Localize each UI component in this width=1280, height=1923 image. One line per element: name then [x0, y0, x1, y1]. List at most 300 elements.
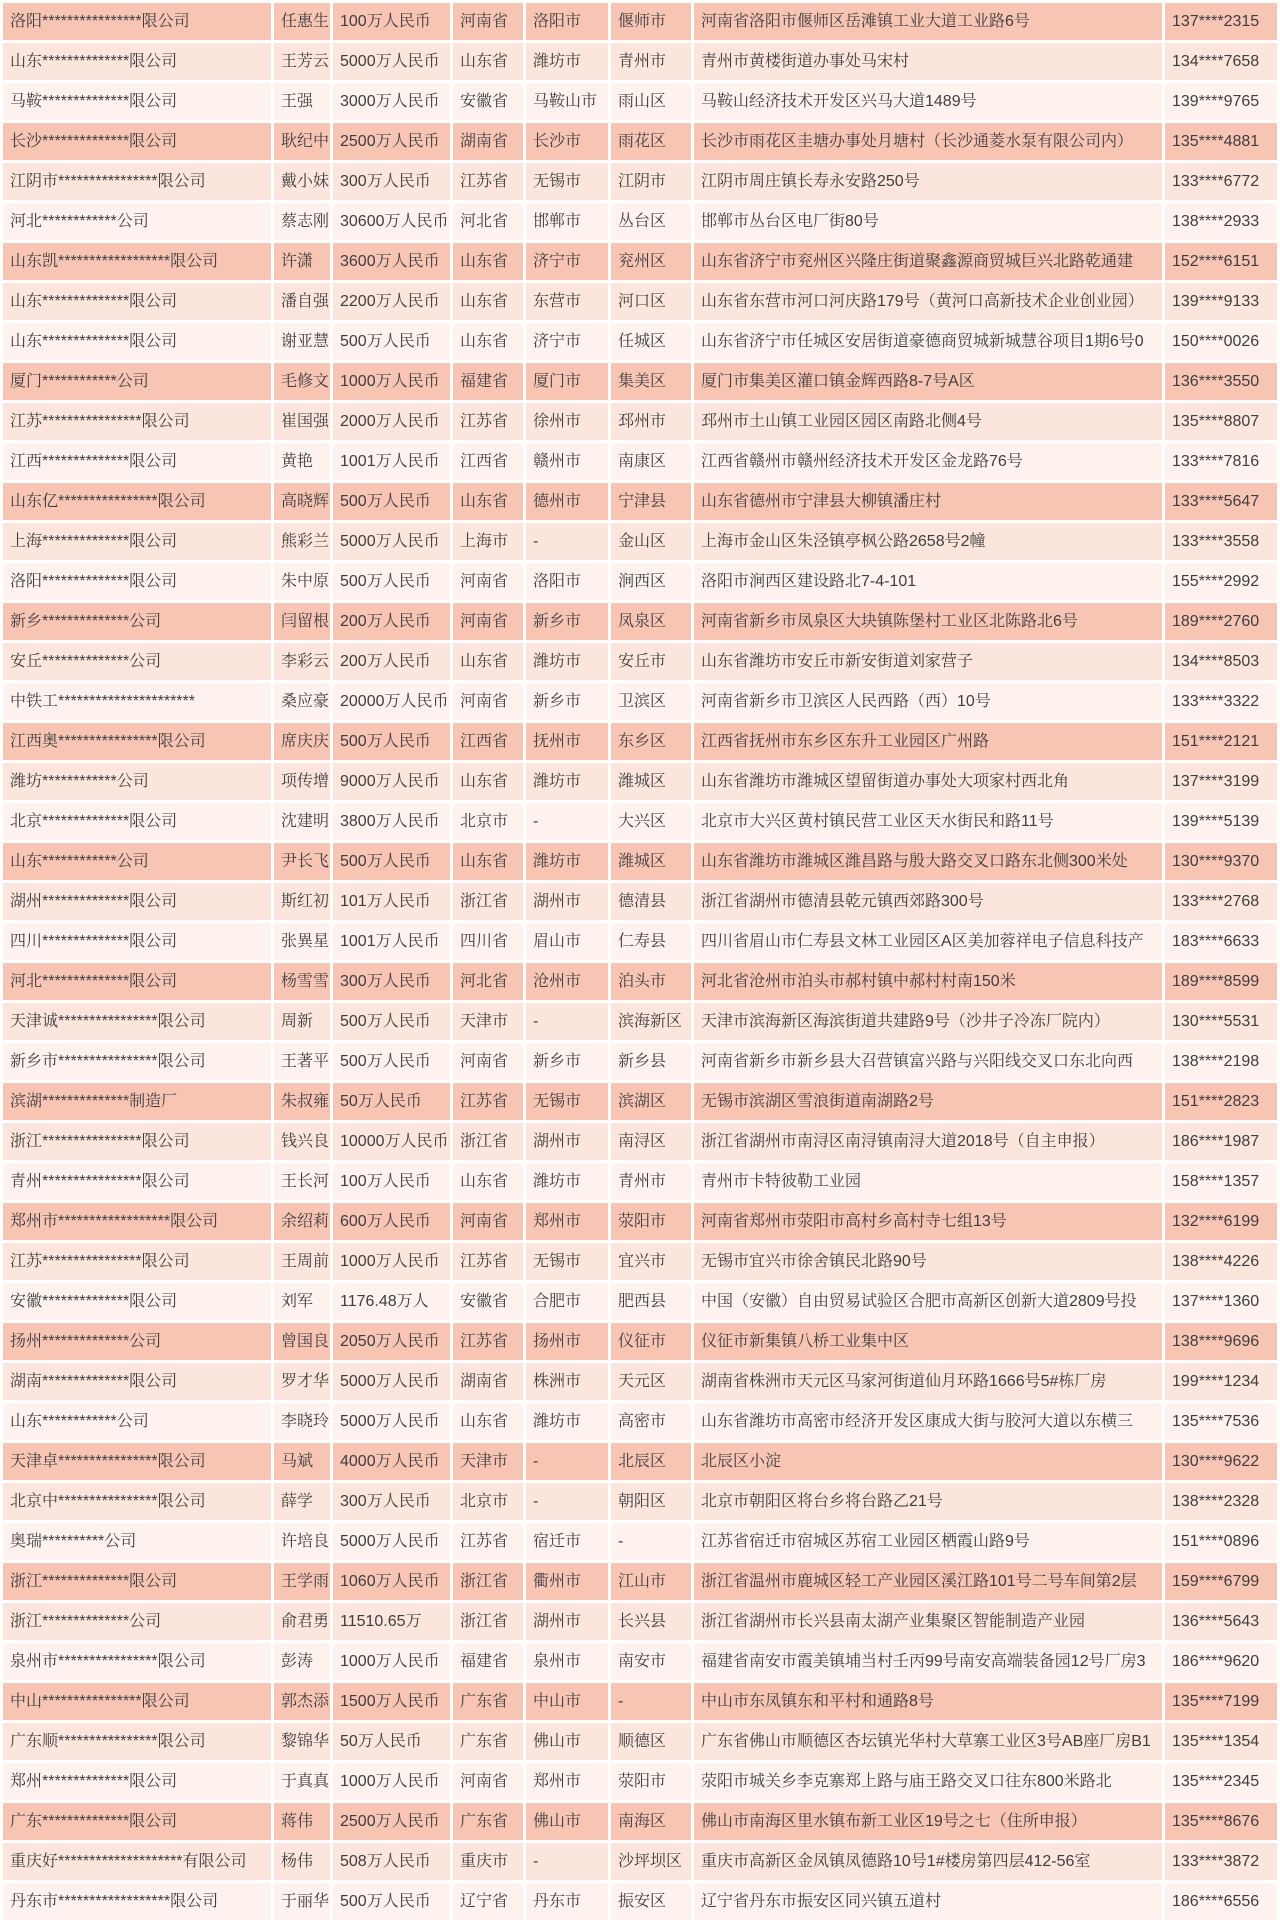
cell-capital: 100万人民币 [333, 1163, 450, 1200]
cell-address: 广东省佛山市顺德区杏坛镇光华村大草寨工业区3号AB座厂房B1 [694, 1723, 1162, 1760]
table-row [3, 1363, 1277, 1400]
cell-capital: 50万人民币 [333, 1083, 450, 1120]
cell-phone: 186****6556 [1165, 1883, 1277, 1920]
cell-phone: 133****3558 [1165, 523, 1277, 560]
cell-province: 辽宁省 [453, 1883, 523, 1920]
cell-capital: 500万人民币 [333, 1043, 450, 1080]
cell-capital: 500万人民币 [333, 1003, 450, 1040]
cell-district: 南安市 [611, 1643, 691, 1680]
cell-city: 洛阳市 [526, 563, 608, 600]
cell-province: 福建省 [453, 1643, 523, 1680]
cell-city: 德州市 [526, 483, 608, 520]
table-row [3, 843, 1277, 880]
cell-province: 山东省 [453, 483, 523, 520]
cell-address: 无锡市滨湖区雪浪街道南湖路2号 [694, 1083, 1162, 1120]
table-row [3, 763, 1277, 800]
table-row [3, 563, 1277, 600]
table-body [3, 3, 1277, 1920]
cell-company: 山东**************限公司 [3, 283, 271, 320]
cell-legal-rep: 谢亚慧 [274, 323, 330, 360]
table-row [3, 243, 1277, 280]
cell-capital: 500万人民币 [333, 563, 450, 600]
cell-phone: 138****2933 [1165, 203, 1277, 240]
cell-company: 浙江**************限公司 [3, 1563, 271, 1600]
cell-phone: 137****3199 [1165, 763, 1277, 800]
cell-phone: 135****8807 [1165, 403, 1277, 440]
cell-address: 山东省潍坊市高密市经济开发区康成大街与胶河大道以东横三 [694, 1403, 1162, 1440]
cell-company: 北京**************限公司 [3, 803, 271, 840]
cell-legal-rep: 崔国强 [274, 403, 330, 440]
cell-phone: 134****8503 [1165, 643, 1277, 680]
cell-legal-rep: 张異星 [274, 923, 330, 960]
table-row [3, 1003, 1277, 1040]
cell-phone: 186****9620 [1165, 1643, 1277, 1680]
cell-legal-rep: 毛修文 [274, 363, 330, 400]
cell-phone: 155****2992 [1165, 563, 1277, 600]
cell-capital: 5000万人民币 [333, 1403, 450, 1440]
cell-address: 重庆市高新区金凤镇凤德路10号1#楼房第四层412-56室 [694, 1843, 1162, 1880]
cell-company: 湖州**************限公司 [3, 883, 271, 920]
cell-legal-rep: 余绍莉 [274, 1203, 330, 1240]
cell-address: 北京市朝阳区将台乡将台路乙21号 [694, 1483, 1162, 1520]
cell-district: - [611, 1683, 691, 1720]
cell-phone: 138****2328 [1165, 1483, 1277, 1520]
cell-capital: 300万人民币 [333, 1483, 450, 1520]
cell-phone: 137****2315 [1165, 3, 1277, 40]
cell-province: 天津市 [453, 1443, 523, 1480]
table-row [3, 643, 1277, 680]
cell-district: 荥阳市 [611, 1763, 691, 1800]
cell-address: 山东省济宁市兖州区兴隆庄街道聚鑫源商贸城巨兴北路乾通建 [694, 243, 1162, 280]
cell-city: 潍坊市 [526, 843, 608, 880]
cell-phone: 135****7536 [1165, 1403, 1277, 1440]
cell-capital: 508万人民币 [333, 1843, 450, 1880]
cell-company: 青州****************限公司 [3, 1163, 271, 1200]
cell-legal-rep: 曾国良 [274, 1323, 330, 1360]
cell-legal-rep: 黎锦华 [274, 1723, 330, 1760]
cell-capital: 2200万人民币 [333, 283, 450, 320]
cell-city: 郑州市 [526, 1763, 608, 1800]
cell-city: 宿迁市 [526, 1523, 608, 1560]
cell-capital: 1176.48万人 [333, 1283, 450, 1320]
table-row [3, 1603, 1277, 1640]
cell-city: 沧州市 [526, 963, 608, 1000]
cell-legal-rep: 斯红初 [274, 883, 330, 920]
cell-legal-rep: 沈建明 [274, 803, 330, 840]
cell-province: 湖南省 [453, 1363, 523, 1400]
cell-address: 中国（安徽）自由贸易试验区合肥市高新区创新大道2809号投 [694, 1283, 1162, 1320]
cell-address: 福建省南安市霞美镇埔当村壬丙99号南安高端装备园12号厂房3 [694, 1643, 1162, 1680]
cell-district: 潍城区 [611, 843, 691, 880]
table-row [3, 1443, 1277, 1480]
cell-company: 浙江**************公司 [3, 1603, 271, 1640]
cell-address: 山东省济宁市任城区安居街道豪德商贸城新城慧谷项目1期6号0 [694, 323, 1162, 360]
cell-city: 合肥市 [526, 1283, 608, 1320]
cell-province: 江苏省 [453, 1243, 523, 1280]
cell-address: 河南省郑州市荥阳市高村乡高村寺七组13号 [694, 1203, 1162, 1240]
cell-city: 眉山市 [526, 923, 608, 960]
table-row [3, 123, 1277, 160]
table-row [3, 163, 1277, 200]
cell-city: 湖州市 [526, 1123, 608, 1160]
cell-legal-rep: 于真真 [274, 1763, 330, 1800]
table-row [3, 363, 1277, 400]
cell-capital: 1500万人民币 [333, 1683, 450, 1720]
cell-legal-rep: 薛学 [274, 1483, 330, 1520]
cell-capital: 3000万人民币 [333, 83, 450, 120]
cell-capital: 4000万人民币 [333, 1443, 450, 1480]
cell-address: 仪征市新集镇八桥工业集中区 [694, 1323, 1162, 1360]
cell-city: 新乡市 [526, 683, 608, 720]
cell-address: 上海市金山区朱泾镇亭枫公路2658号2幢 [694, 523, 1162, 560]
cell-company: 北京中****************限公司 [3, 1483, 271, 1520]
cell-district: 潍城区 [611, 763, 691, 800]
cell-address: 湖南省株洲市天元区马家河街道仙月环路1666号5#栋厂房 [694, 1363, 1162, 1400]
cell-city: 佛山市 [526, 1803, 608, 1840]
cell-company: 天津卓****************限公司 [3, 1443, 271, 1480]
cell-phone: 135****2345 [1165, 1763, 1277, 1800]
cell-city: 厦门市 [526, 363, 608, 400]
cell-district: 卫滨区 [611, 683, 691, 720]
table-row [3, 1283, 1277, 1320]
cell-city: 泉州市 [526, 1643, 608, 1680]
cell-address: 邳州市土山镇工业园区园区南路北侧4号 [694, 403, 1162, 440]
cell-phone: 133****3872 [1165, 1843, 1277, 1880]
cell-capital: 500万人民币 [333, 723, 450, 760]
cell-address: 浙江省温州市鹿城区轻工产业园区溪江路101号二号车间第2层 [694, 1563, 1162, 1600]
cell-province: 河南省 [453, 1043, 523, 1080]
cell-district: 长兴县 [611, 1603, 691, 1640]
cell-city: - [526, 1443, 608, 1480]
cell-province: 安徽省 [453, 83, 523, 120]
cell-address: 青州市卡特彼勒工业园 [694, 1163, 1162, 1200]
cell-city: - [526, 803, 608, 840]
cell-capital: 500万人民币 [333, 843, 450, 880]
cell-province: 福建省 [453, 363, 523, 400]
cell-city: 中山市 [526, 1683, 608, 1720]
cell-capital: 5000万人民币 [333, 1523, 450, 1560]
cell-capital: 2500万人民币 [333, 1803, 450, 1840]
cell-legal-rep: 于丽华 [274, 1883, 330, 1920]
cell-address: 辽宁省丹东市振安区同兴镇五道村 [694, 1883, 1162, 1920]
cell-capital: 3600万人民币 [333, 243, 450, 280]
cell-district: 南海区 [611, 1803, 691, 1840]
cell-legal-rep: 熊彩兰 [274, 523, 330, 560]
cell-district: 顺德区 [611, 1723, 691, 1760]
table-row [3, 1403, 1277, 1440]
cell-capital: 9000万人民币 [333, 763, 450, 800]
cell-phone: 139****9765 [1165, 83, 1277, 120]
cell-phone: 135****1354 [1165, 1723, 1277, 1760]
table-row [3, 1843, 1277, 1880]
cell-phone: 135****4881 [1165, 123, 1277, 160]
cell-province: 江苏省 [453, 1083, 523, 1120]
cell-company: 新乡市****************限公司 [3, 1043, 271, 1080]
cell-district: 北辰区 [611, 1443, 691, 1480]
table-row [3, 963, 1277, 1000]
table-row [3, 1163, 1277, 1200]
cell-phone: 152****6151 [1165, 243, 1277, 280]
cell-phone: 158****1357 [1165, 1163, 1277, 1200]
cell-district: 仁寿县 [611, 923, 691, 960]
cell-capital: 100万人民币 [333, 3, 450, 40]
cell-company: 郑州市******************限公司 [3, 1203, 271, 1240]
cell-company: 江阴市****************限公司 [3, 163, 271, 200]
cell-phone: 137****1360 [1165, 1283, 1277, 1320]
cell-address: 佛山市南海区里水镇布新工业区19号之七（住所申报） [694, 1803, 1162, 1840]
cell-province: 广东省 [453, 1723, 523, 1760]
cell-address: 厦门市集美区灌口镇金辉西路8-7号A区 [694, 363, 1162, 400]
cell-capital: 20000万人民币 [333, 683, 450, 720]
cell-company: 马鞍**************限公司 [3, 83, 271, 120]
cell-province: 江苏省 [453, 163, 523, 200]
cell-address: 荥阳市城关乡李克寨郑上路与庙王路交叉口往东800米路北 [694, 1763, 1162, 1800]
cell-company: 中铁工********************** [3, 683, 271, 720]
cell-province: 河北省 [453, 203, 523, 240]
table-row [3, 1203, 1277, 1240]
cell-province: 江苏省 [453, 403, 523, 440]
cell-phone: 138****4226 [1165, 1243, 1277, 1280]
cell-company: 江苏****************限公司 [3, 1243, 271, 1280]
cell-phone: 139****9133 [1165, 283, 1277, 320]
cell-phone: 189****2760 [1165, 603, 1277, 640]
cell-province: 山东省 [453, 1403, 523, 1440]
cell-province: 江苏省 [453, 1523, 523, 1560]
cell-district: 新乡县 [611, 1043, 691, 1080]
cell-city: 无锡市 [526, 163, 608, 200]
cell-capital: 1000万人民币 [333, 1243, 450, 1280]
cell-phone: 151****2121 [1165, 723, 1277, 760]
cell-phone: 189****8599 [1165, 963, 1277, 1000]
cell-city: 抚州市 [526, 723, 608, 760]
cell-capital: 2000万人民币 [333, 403, 450, 440]
cell-address: 中山市东凤镇东和平村和通路8号 [694, 1683, 1162, 1720]
table-row [3, 883, 1277, 920]
cell-legal-rep: 马斌 [274, 1443, 330, 1480]
cell-district: 江阴市 [611, 163, 691, 200]
cell-province: 江西省 [453, 443, 523, 480]
cell-company: 洛阳**************限公司 [3, 563, 271, 600]
cell-legal-rep: 尹长飞 [274, 843, 330, 880]
cell-legal-rep: 王周前 [274, 1243, 330, 1280]
cell-capital: 5000万人民币 [333, 1363, 450, 1400]
cell-address: 马鞍山经济技术开发区兴马大道1489号 [694, 83, 1162, 120]
cell-legal-rep: 蒋伟 [274, 1803, 330, 1840]
cell-legal-rep: 桑应豪 [274, 683, 330, 720]
cell-company: 天津诚****************限公司 [3, 1003, 271, 1040]
cell-district: 泊头市 [611, 963, 691, 1000]
table-row [3, 1683, 1277, 1720]
table-row [3, 403, 1277, 440]
cell-capital: 5000万人民币 [333, 43, 450, 80]
table-row [3, 1523, 1277, 1560]
cell-district: 金山区 [611, 523, 691, 560]
cell-address: 山东省德州市宁津县大柳镇潘庄村 [694, 483, 1162, 520]
cell-capital: 5000万人民币 [333, 523, 450, 560]
cell-phone: 135****7199 [1165, 1683, 1277, 1720]
cell-province: 四川省 [453, 923, 523, 960]
cell-company: 新乡**************公司 [3, 603, 271, 640]
cell-address: 四川省眉山市仁寿县文林工业园区A区美加蓉祥电子信息科技产 [694, 923, 1162, 960]
cell-province: 江西省 [453, 723, 523, 760]
cell-phone: 135****8676 [1165, 1803, 1277, 1840]
cell-company: 广东顺****************限公司 [3, 1723, 271, 1760]
table-row [3, 43, 1277, 80]
cell-capital: 200万人民币 [333, 643, 450, 680]
cell-address: 山东省潍坊市潍城区潍昌路与殷大路交叉口路东北侧300米处 [694, 843, 1162, 880]
cell-district: 大兴区 [611, 803, 691, 840]
cell-province: 山东省 [453, 1163, 523, 1200]
cell-city: - [526, 1843, 608, 1880]
table-row [3, 723, 1277, 760]
cell-capital: 1060万人民币 [333, 1563, 450, 1600]
cell-address: 浙江省湖州市南浔区南浔镇南浔大道2018号（自主申报） [694, 1123, 1162, 1160]
cell-company: 山东**************限公司 [3, 323, 271, 360]
cell-capital: 600万人民币 [333, 1203, 450, 1240]
cell-province: 浙江省 [453, 1603, 523, 1640]
cell-legal-rep: 郭杰添 [274, 1683, 330, 1720]
cell-city: - [526, 1483, 608, 1520]
table-row [3, 1243, 1277, 1280]
cell-city: 济宁市 [526, 323, 608, 360]
cell-legal-rep: 任惠生 [274, 3, 330, 40]
table-row [3, 1763, 1277, 1800]
cell-province: 河南省 [453, 603, 523, 640]
cell-capital: 200万人民币 [333, 603, 450, 640]
cell-company: 河北************公司 [3, 203, 271, 240]
cell-company: 山东凯******************限公司 [3, 243, 271, 280]
cell-province: 浙江省 [453, 1563, 523, 1600]
cell-city: 洛阳市 [526, 3, 608, 40]
cell-province: 重庆市 [453, 1843, 523, 1880]
cell-city: 株洲市 [526, 1363, 608, 1400]
cell-district: 沙坪坝区 [611, 1843, 691, 1880]
cell-capital: 500万人民币 [333, 323, 450, 360]
cell-phone: 134****7658 [1165, 43, 1277, 80]
cell-province: 山东省 [453, 243, 523, 280]
cell-legal-rep: 彭涛 [274, 1643, 330, 1680]
cell-province: 山东省 [453, 643, 523, 680]
cell-province: 北京市 [453, 1483, 523, 1520]
cell-address: 浙江省湖州市德清县乾元镇西郊路300号 [694, 883, 1162, 920]
table-row [3, 1643, 1277, 1680]
cell-company: 湖南**************限公司 [3, 1363, 271, 1400]
cell-company: 长沙**************限公司 [3, 123, 271, 160]
table-row [3, 1563, 1277, 1600]
cell-capital: 50万人民币 [333, 1723, 450, 1760]
cell-district: 青州市 [611, 1163, 691, 1200]
table-row [3, 923, 1277, 960]
cell-company: 江西奥****************限公司 [3, 723, 271, 760]
cell-legal-rep: 周新 [274, 1003, 330, 1040]
table-row [3, 1883, 1277, 1920]
cell-province: 湖南省 [453, 123, 523, 160]
cell-capital: 3800万人民币 [333, 803, 450, 840]
cell-address: 洛阳市涧西区建设路北7-4-101 [694, 563, 1162, 600]
table-row [3, 1803, 1277, 1840]
cell-district: 朝阳区 [611, 1483, 691, 1520]
table-row [3, 1083, 1277, 1120]
cell-company: 山东亿****************限公司 [3, 483, 271, 520]
cell-province: 山东省 [453, 283, 523, 320]
cell-legal-rep: 王著平 [274, 1043, 330, 1080]
cell-company: 广东**************限公司 [3, 1803, 271, 1840]
cell-legal-rep: 罗才华 [274, 1363, 330, 1400]
table-row [3, 1043, 1277, 1080]
cell-phone: 151****0896 [1165, 1523, 1277, 1560]
table-row [3, 1483, 1277, 1520]
cell-company: 丹东市******************限公司 [3, 1883, 271, 1920]
cell-phone: 139****5139 [1165, 803, 1277, 840]
cell-company: 浙江****************限公司 [3, 1123, 271, 1160]
cell-legal-rep: 席庆庆 [274, 723, 330, 760]
cell-company: 山东************公司 [3, 843, 271, 880]
cell-province: 河南省 [453, 563, 523, 600]
cell-province: 广东省 [453, 1683, 523, 1720]
cell-company: 潍坊************公司 [3, 763, 271, 800]
cell-address: 山东省潍坊市安丘市新安街道刘家营子 [694, 643, 1162, 680]
cell-phone: 150****0026 [1165, 323, 1277, 360]
cell-province: 山东省 [453, 763, 523, 800]
cell-legal-rep: 黄艳 [274, 443, 330, 480]
cell-province: 山东省 [453, 323, 523, 360]
table-row [3, 443, 1277, 480]
table-row [3, 283, 1277, 320]
cell-province: 天津市 [453, 1003, 523, 1040]
cell-district: 肥西县 [611, 1283, 691, 1320]
cell-province: 河南省 [453, 1763, 523, 1800]
cell-capital: 300万人民币 [333, 163, 450, 200]
cell-legal-rep: 闫留根 [274, 603, 330, 640]
cell-address: 青州市黄楼街道办事处马宋村 [694, 43, 1162, 80]
cell-legal-rep: 高晓辉 [274, 483, 330, 520]
cell-city: 潍坊市 [526, 1163, 608, 1200]
cell-district: 河口区 [611, 283, 691, 320]
cell-phone: 186****1987 [1165, 1123, 1277, 1160]
cell-district: 德清县 [611, 883, 691, 920]
cell-legal-rep: 王学雨 [274, 1563, 330, 1600]
cell-city: 东营市 [526, 283, 608, 320]
cell-province: 上海市 [453, 523, 523, 560]
cell-district: 宜兴市 [611, 1243, 691, 1280]
table-row [3, 83, 1277, 120]
cell-city: 新乡市 [526, 603, 608, 640]
cell-province: 山东省 [453, 843, 523, 880]
cell-legal-rep: 戴小妹 [274, 163, 330, 200]
cell-company: 河北**************限公司 [3, 963, 271, 1000]
cell-city: 湖州市 [526, 883, 608, 920]
cell-address: 邯郸市丛台区电厂街80号 [694, 203, 1162, 240]
cell-district: 凤泉区 [611, 603, 691, 640]
cell-district: 邳州市 [611, 403, 691, 440]
cell-city: 新乡市 [526, 1043, 608, 1080]
cell-city: 长沙市 [526, 123, 608, 160]
cell-district: 任城区 [611, 323, 691, 360]
cell-company: 江苏****************限公司 [3, 403, 271, 440]
cell-city: 湖州市 [526, 1603, 608, 1640]
cell-legal-rep: 杨雪雪 [274, 963, 330, 1000]
cell-legal-rep: 钱兴良 [274, 1123, 330, 1160]
cell-district: 东乡区 [611, 723, 691, 760]
cell-legal-rep: 许培良 [274, 1523, 330, 1560]
cell-legal-rep: 朱中原 [274, 563, 330, 600]
cell-phone: 138****2198 [1165, 1043, 1277, 1080]
table-row [3, 203, 1277, 240]
cell-address: 河南省新乡市凤泉区大块镇陈堡村工业区北陈路北6号 [694, 603, 1162, 640]
cell-capital: 500万人民币 [333, 483, 450, 520]
cell-capital: 2500万人民币 [333, 123, 450, 160]
cell-district: 天元区 [611, 1363, 691, 1400]
